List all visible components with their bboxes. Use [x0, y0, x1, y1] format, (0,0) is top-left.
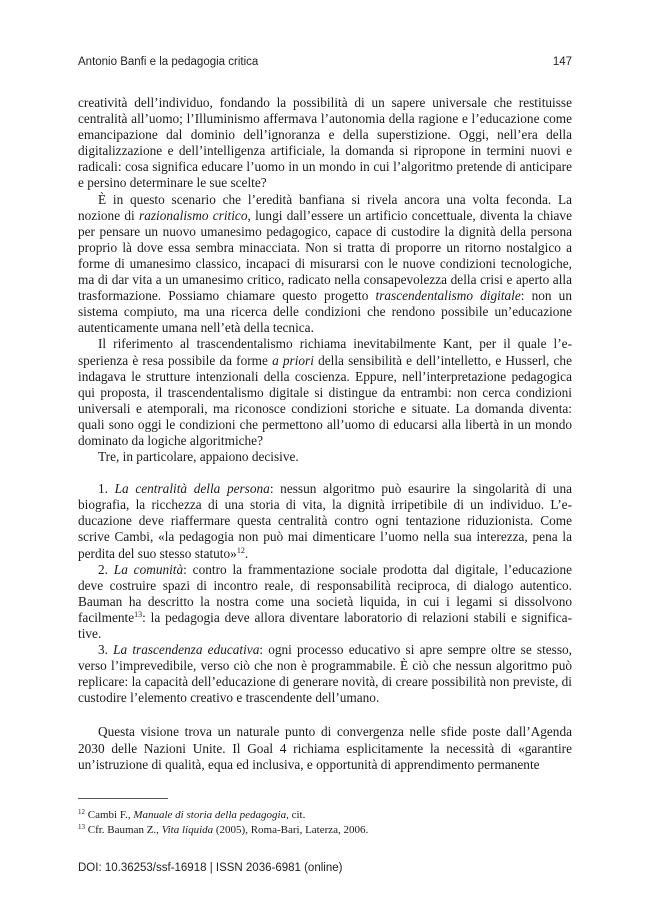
paragraph-4: Tre, in particolare, appaiono decisive. — [98, 449, 299, 465]
list-item-3: 3. La trascendenza educativa: ogni processo educativo si apre sempre oltre se stesso, verso l’imprevedibile, verso ciò che non è programmabile. È ciò che nessun algoritmo può replicare: la capacità dell’educazione di generare novità, di creare possibilità non previste, di custodire l’elemento creativo e trascendente dell’umano. — [78, 642, 573, 706]
term-razionalismo-critico: razionalismo critico — [139, 207, 248, 223]
footnote-13: $^{13}$ Cfr. Bauman Z., Vita liquida (2005), Roma-Bari, Laterza, 2006. — [78, 822, 369, 836]
paragraph-5: Questa visione trova un naturale punto di convergenza nelle sfide poste dall’Agenda 2030 delle Nazioni Unite. Il Goal 4 richiama esplicitamente la necessità di «garantire un’istruzione di qualità, equa ed inclusiva, e opportunità di apprendimento permanente — [78, 724, 572, 772]
item-2-heading: La comunità — [113, 561, 184, 577]
footnotes — [78, 808, 572, 837]
term-trascendentalismo-digitale: trascendentalismo digitale — [375, 288, 521, 304]
item-1-heading: La centralità della persona — [114, 481, 270, 497]
running-head — [78, 56, 572, 72]
paragraph-1: creatività dell’individuo, fondando la possibilità di un sapere universale che restituisse centralità all’uomo; l’Illuminismo affermava l’autonomia della ragione e l’educazione come emancipazione dal dominio dell’ignoranza e della superstizione. Oggi, nell’era della digitalizzazione e dell’intelligenza artificiale, la domanda si ripropone in termini nuovi e radicali: cosa significa educare l’uomo in un mondo in cui l’algoritmo pretende di anticipare e persino determinare le sue scelte? — [78, 95, 572, 191]
spacer — [78, 465, 572, 481]
footnote-ref-12[interactable]: 12 — [236, 545, 245, 555]
footnote-ref-13[interactable]: 13 — [134, 609, 143, 619]
list-item-1: 1. La centralità della persona: nessun algoritmo può esaurire la singolarità di una biografia, la ricchezza di una storia di vita, la dignità irripetibile di un individuo. L’educazione deve riaffermare questa centralità contro ogni tentazione riduzionista. Come scrive Cambi, «la pedagogia non può mai dimenticare l’uomo nella sua interezza, pena la perdita del suo stesso statuto»$^{12}$. — [78, 481, 572, 561]
paragraph-2: È in questo scenario che l’eredità banfiana si rivela ancora una volta feconda. La nozione di razionalismo critico, lungi dall’essere un artificio concettuale, diventa la chiave per pensare un nuovo umanesimo pedagogico, capace di custodire la dignità della persona proprio là dove essa sembra minacciata. Non si tratta di proporre un ritorno nostalgico a forme di umanesimo classico, incapaci di misurarsi con le nuove condizioni tecnologiche, ma di dar vita a un umanesimo critico, radicato nella consapevolezza della crisi e aperto alla trasformazione. Possiamo chiamare questo progetto trascendentalismo digitale: non un sistema compiuto, ma una ricerca delle condizioni che rendono possibile un’educazione autenticamente umana nell’età della tecnica. — [78, 191, 572, 336]
spacer — [78, 706, 572, 724]
paragraph-3: Il riferimento al trascendentalismo richiama inevitabilmente Kant, per il quale l’esperienza è resa possibile da forme a priori della sensibilità e dell’intelletto, e Husserl, che indagava le strutture intenzionali della coscienza. Eppure, nell’interpretazione pedagogica qui proposta, il trascendentalismo digitale si distingue da entrambi: non cerca condizioni universali e atemporali, ma riconosce condizioni storiche e situate. La domanda diventa: quali sono oggi le condizioni che permettono all’uomo di educarsi alla libertà in un mondo dominato da logiche algoritmiche? — [78, 336, 572, 448]
term-a-priori: a priori — [272, 352, 314, 368]
footnote-divider — [78, 798, 168, 799]
item-3-heading: La trascendenza educativa — [113, 642, 260, 658]
running-title: Antonio Banfi e la pedagogia critica — [78, 56, 259, 68]
page-number: 147 — [552, 56, 572, 68]
list-item-2: 2. La comunità: contro la frammentazione sociale prodotta dal digitale, l’educazione deve costruire spazi di incontro reale, di responsabilità reciproca, di dialogo autentico. Bauman ha descritto la nostra come una società liquida, in cui i legami si dissolvono facilmente$^{13}$: la pedagogia deve allora diventare laboratorio di relazioni stabili e significative. — [78, 561, 572, 641]
footnote-12: $^{12}$ Cambi F., Manuale di storia della pedagogia, cit. — [78, 808, 306, 821]
body-text — [78, 95, 572, 773]
doi-footer: DOI: 10.36253/ssf-16918 | ISSN 2036-6981 (online) — [78, 862, 343, 874]
